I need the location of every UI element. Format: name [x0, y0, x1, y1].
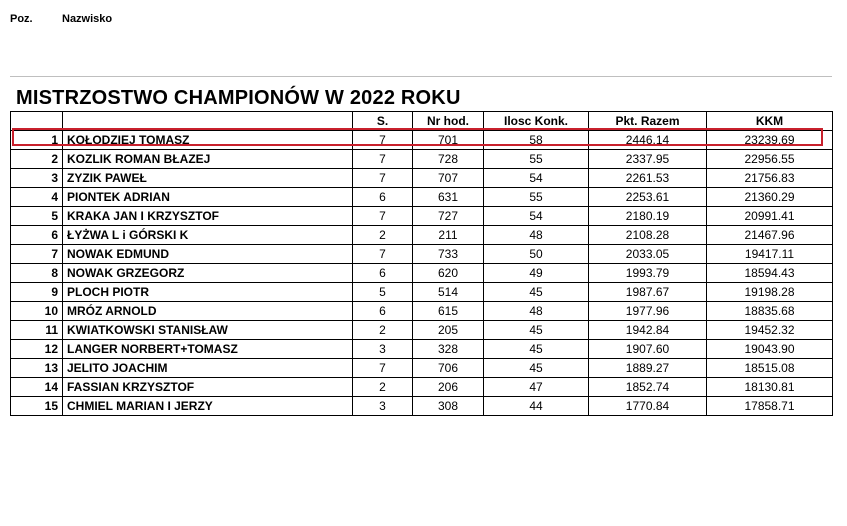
cell-pkt: 2180.19	[589, 207, 707, 226]
cell-nr-hod: 727	[413, 207, 484, 226]
cell-pkt: 1907.60	[589, 340, 707, 359]
table-row	[11, 340, 833, 359]
cell-nr-hod: 514	[413, 283, 484, 302]
cell-name: KRAKA JAN I KRZYSZTOF	[63, 207, 353, 226]
table-row	[11, 378, 833, 397]
cell-pkt: 2033.05	[589, 245, 707, 264]
cell-name: ŁYŻWA L i GÓRSKI K	[63, 226, 353, 245]
column-header-strip	[10, 13, 832, 28]
table-row	[11, 188, 833, 207]
cell-pkt: 1889.27	[589, 359, 707, 378]
cell-name: NOWAK GRZEGORZ	[63, 264, 353, 283]
cell-ilosc: 48	[484, 226, 589, 245]
table-row	[11, 131, 833, 150]
table-row	[11, 397, 833, 416]
cell-pkt: 1770.84	[589, 397, 707, 416]
th-ilosc: Ilosc Konk.	[484, 112, 589, 131]
cell-s: 7	[353, 150, 413, 169]
cell-nr-hod: 631	[413, 188, 484, 207]
th-kkm: KKM	[707, 112, 833, 131]
cell-kkm: 20991.41	[707, 207, 833, 226]
cell-ilosc: 55	[484, 150, 589, 169]
cell-ilosc: 54	[484, 169, 589, 188]
cell-kkm: 18130.81	[707, 378, 833, 397]
cell-s: 2	[353, 321, 413, 340]
cell-kkm: 18835.68	[707, 302, 833, 321]
cell-ilosc: 58	[484, 131, 589, 150]
cell-name: LANGER NORBERT+TOMASZ	[63, 340, 353, 359]
cell-pos: 2	[11, 150, 63, 169]
cell-name: MRÓZ ARNOLD	[63, 302, 353, 321]
table-row	[11, 169, 833, 188]
cell-s: 2	[353, 226, 413, 245]
cell-nr-hod: 701	[413, 131, 484, 150]
cell-pos: 10	[11, 302, 63, 321]
table-header-row	[11, 112, 833, 131]
cell-pos: 6	[11, 226, 63, 245]
cell-kkm: 19417.11	[707, 245, 833, 264]
cell-s: 3	[353, 340, 413, 359]
cell-s: 7	[353, 245, 413, 264]
cell-kkm: 22956.55	[707, 150, 833, 169]
cell-pos: 12	[11, 340, 63, 359]
cell-nr-hod: 620	[413, 264, 484, 283]
cell-pkt: 1987.67	[589, 283, 707, 302]
cell-s: 7	[353, 207, 413, 226]
cell-name: JELITO JOACHIM	[63, 359, 353, 378]
cell-ilosc: 50	[484, 245, 589, 264]
cell-s: 7	[353, 359, 413, 378]
cell-nr-hod: 707	[413, 169, 484, 188]
cell-s: 6	[353, 188, 413, 207]
cell-ilosc: 55	[484, 188, 589, 207]
cell-pos: 3	[11, 169, 63, 188]
cell-s: 5	[353, 283, 413, 302]
cell-pkt: 2253.61	[589, 188, 707, 207]
title-frame	[10, 76, 832, 111]
cell-pkt: 2337.95	[589, 150, 707, 169]
cell-kkm: 19452.32	[707, 321, 833, 340]
cell-name: PLOCH PIOTR	[63, 283, 353, 302]
cell-name: ZYZIK PAWEŁ	[63, 169, 353, 188]
cell-nr-hod: 205	[413, 321, 484, 340]
cell-name: CHMIEL MARIAN I JERZY	[63, 397, 353, 416]
page-title: MISTRZOSTWO CHAMPIONÓW W 2022 ROKU	[16, 87, 461, 109]
cell-ilosc: 54	[484, 207, 589, 226]
cell-pkt: 2446.14	[589, 131, 707, 150]
cell-pos: 11	[11, 321, 63, 340]
cell-kkm: 18515.08	[707, 359, 833, 378]
cell-pos: 15	[11, 397, 63, 416]
cell-s: 6	[353, 264, 413, 283]
cell-kkm: 21360.29	[707, 188, 833, 207]
table-row	[11, 321, 833, 340]
th-pos	[11, 112, 63, 131]
cell-kkm: 21467.96	[707, 226, 833, 245]
cell-ilosc: 45	[484, 283, 589, 302]
cell-kkm: 23239.69	[707, 131, 833, 150]
cell-nr-hod: 733	[413, 245, 484, 264]
table-row	[11, 226, 833, 245]
cell-s: 6	[353, 302, 413, 321]
cell-ilosc: 49	[484, 264, 589, 283]
standings-table	[10, 111, 833, 416]
cell-kkm: 17858.71	[707, 397, 833, 416]
cell-ilosc: 45	[484, 340, 589, 359]
cell-pos: 9	[11, 283, 63, 302]
cell-pkt: 2261.53	[589, 169, 707, 188]
cell-kkm: 19043.90	[707, 340, 833, 359]
table-row	[11, 264, 833, 283]
cell-s: 3	[353, 397, 413, 416]
header-pos: Poz.	[10, 13, 33, 25]
cell-pos: 5	[11, 207, 63, 226]
table-row	[11, 359, 833, 378]
cell-ilosc: 48	[484, 302, 589, 321]
cell-pos: 1	[11, 131, 63, 150]
th-s: S.	[353, 112, 413, 131]
cell-s: 2	[353, 378, 413, 397]
cell-pos: 14	[11, 378, 63, 397]
table-row	[11, 150, 833, 169]
cell-ilosc: 45	[484, 359, 589, 378]
cell-pkt: 2108.28	[589, 226, 707, 245]
table-row	[11, 245, 833, 264]
header-name: Nazwisko	[62, 13, 113, 25]
cell-nr-hod: 308	[413, 397, 484, 416]
cell-name: KOZLIK ROMAN BŁAZEJ	[63, 150, 353, 169]
cell-nr-hod: 328	[413, 340, 484, 359]
table-row	[11, 207, 833, 226]
cell-name: KOŁODZIEJ TOMASZ	[63, 131, 353, 150]
cell-s: 7	[353, 131, 413, 150]
cell-pos: 7	[11, 245, 63, 264]
cell-name: PIONTEK ADRIAN	[63, 188, 353, 207]
table-body	[11, 131, 833, 416]
th-nr-hod: Nr hod.	[413, 112, 484, 131]
cell-pos: 4	[11, 188, 63, 207]
cell-nr-hod: 706	[413, 359, 484, 378]
cell-nr-hod: 615	[413, 302, 484, 321]
cell-kkm: 19198.28	[707, 283, 833, 302]
th-pkt: Pkt. Razem	[589, 112, 707, 131]
cell-ilosc: 47	[484, 378, 589, 397]
table-row	[11, 302, 833, 321]
cell-nr-hod: 728	[413, 150, 484, 169]
cell-name: NOWAK EDMUND	[63, 245, 353, 264]
cell-pos: 13	[11, 359, 63, 378]
cell-ilosc: 44	[484, 397, 589, 416]
cell-kkm: 21756.83	[707, 169, 833, 188]
table-row	[11, 283, 833, 302]
cell-pkt: 1977.96	[589, 302, 707, 321]
cell-name: KWIATKOWSKI STANISŁAW	[63, 321, 353, 340]
cell-pkt: 1942.84	[589, 321, 707, 340]
cell-pkt: 1852.74	[589, 378, 707, 397]
cell-nr-hod: 211	[413, 226, 484, 245]
cell-pkt: 1993.79	[589, 264, 707, 283]
cell-nr-hod: 206	[413, 378, 484, 397]
cell-s: 7	[353, 169, 413, 188]
cell-pos: 8	[11, 264, 63, 283]
th-name	[63, 112, 353, 131]
cell-kkm: 18594.43	[707, 264, 833, 283]
cell-name: FASSIAN KRZYSZTOF	[63, 378, 353, 397]
cell-ilosc: 45	[484, 321, 589, 340]
